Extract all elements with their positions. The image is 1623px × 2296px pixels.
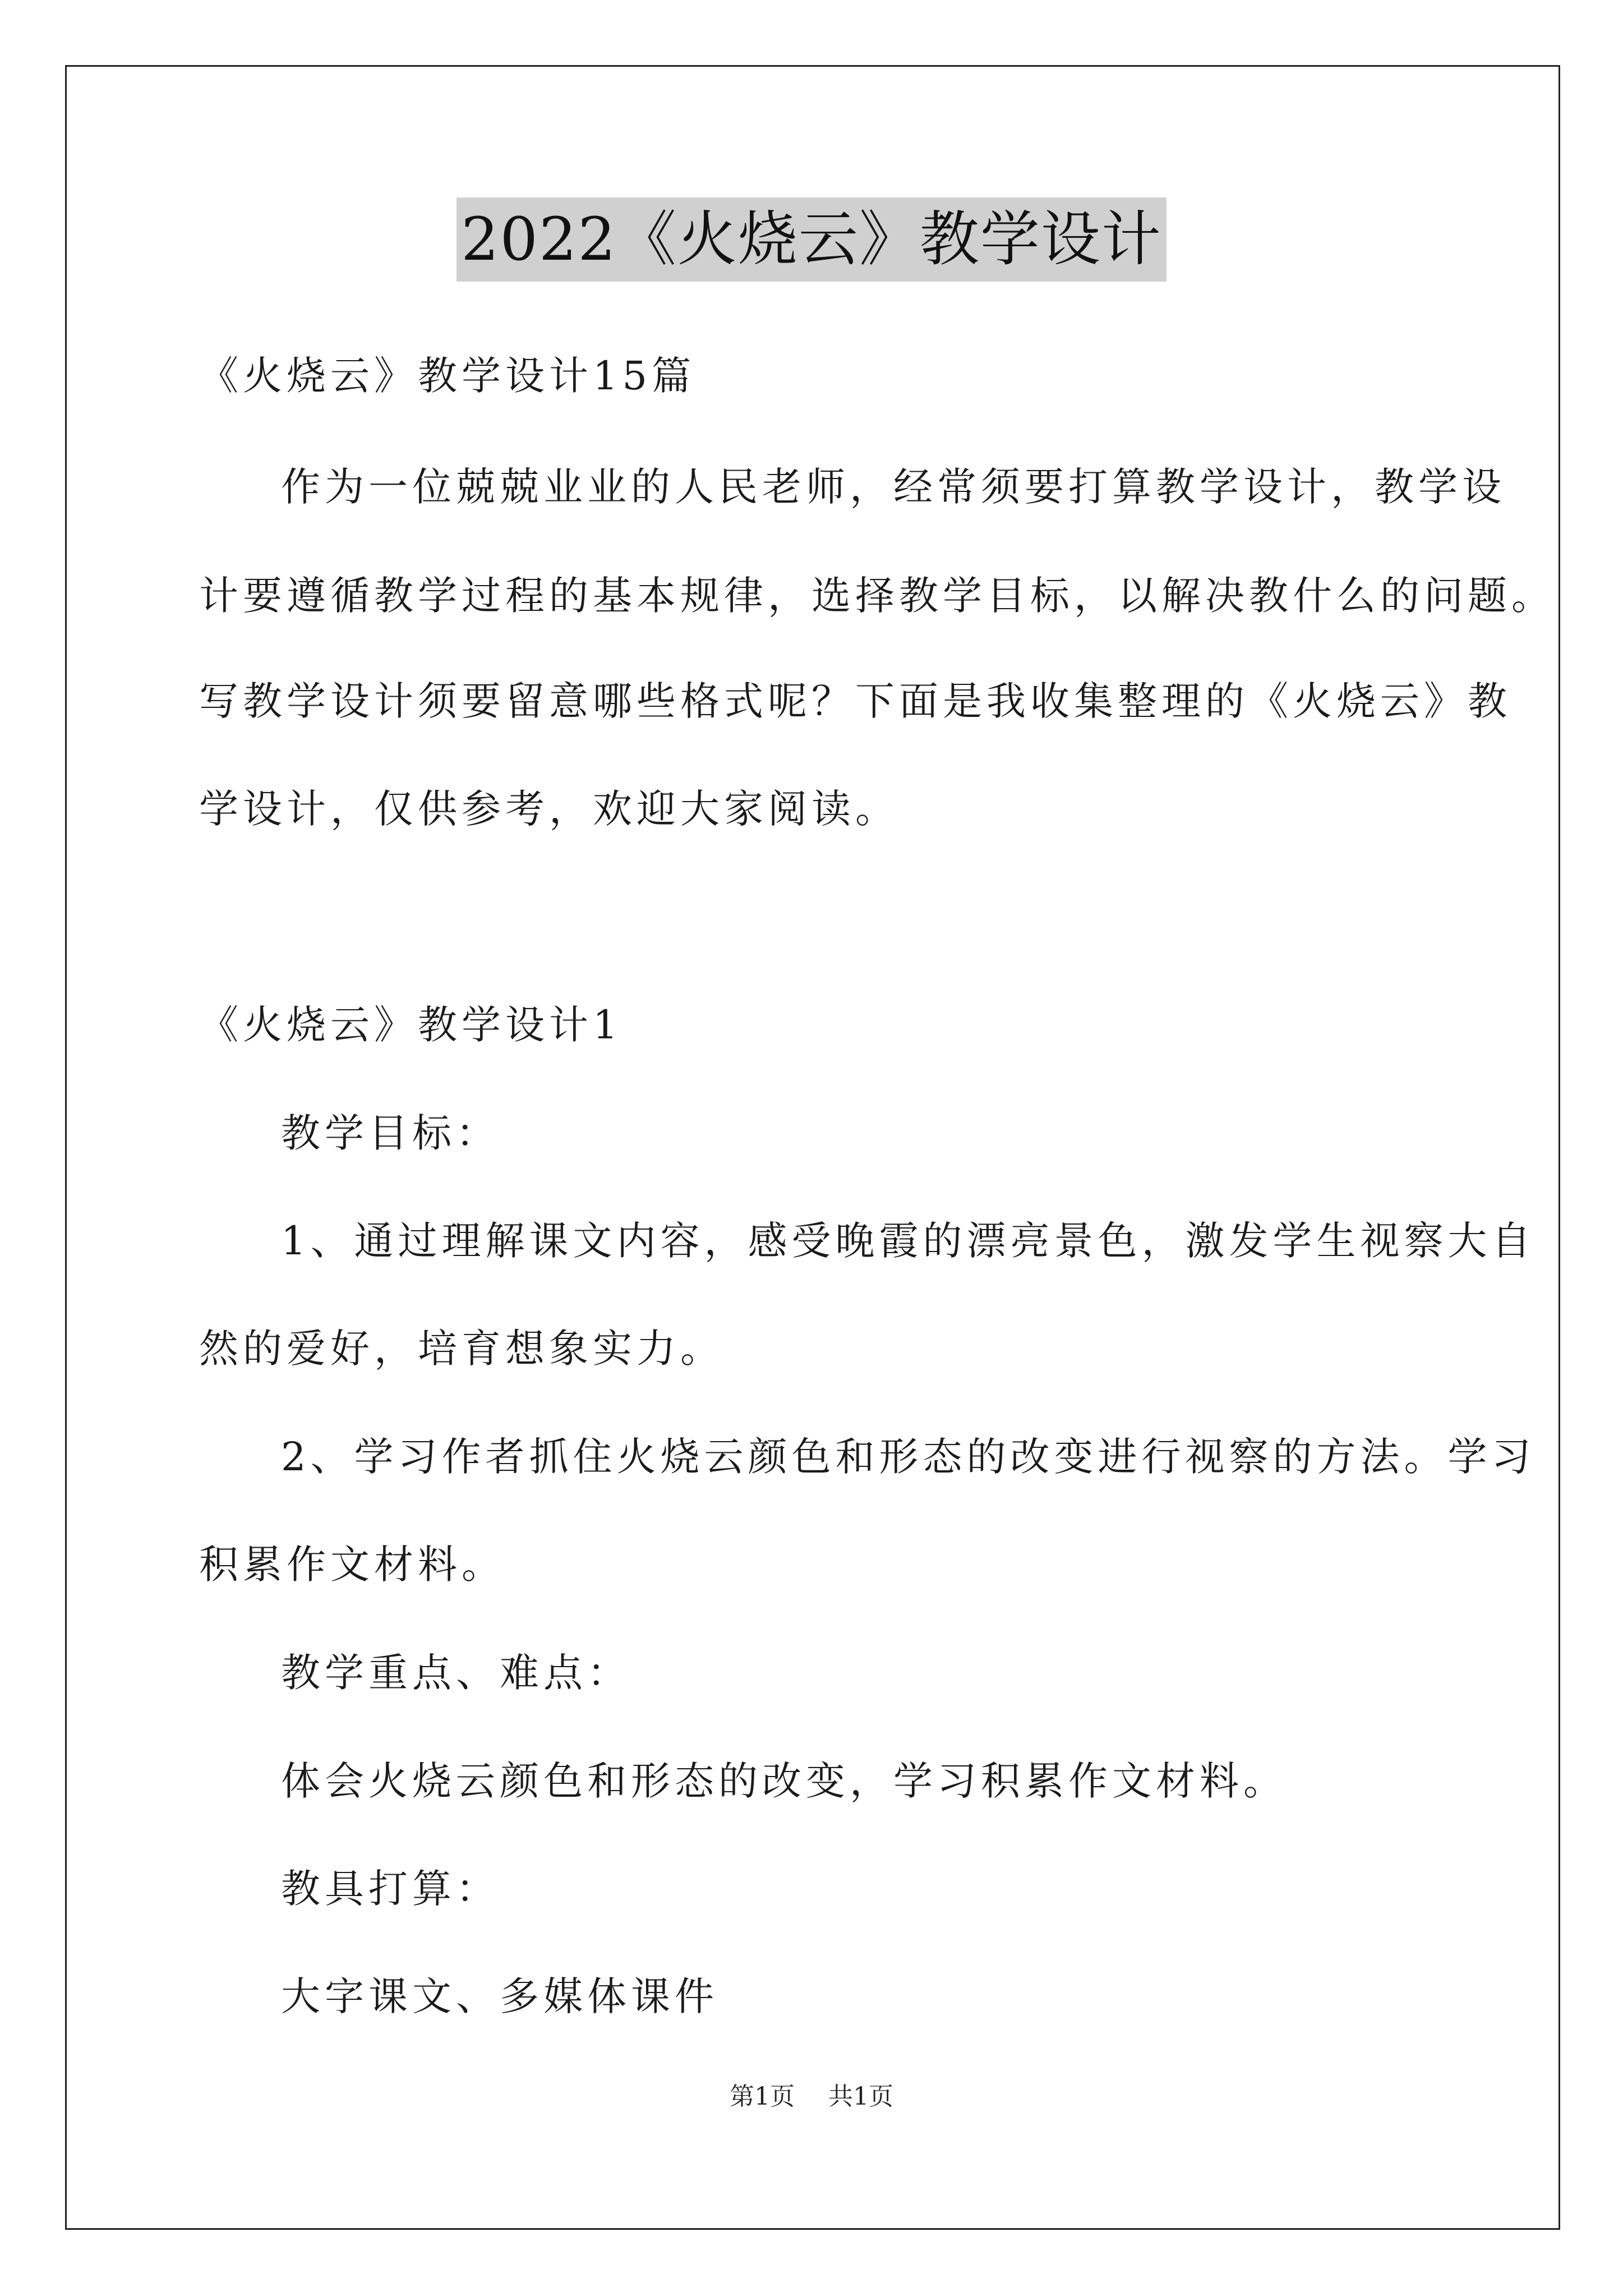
objective-line: 1、通过理解课文内容，感受晚霞的漂亮景色，激发学生视察大自: [281, 1218, 1536, 1264]
key-points-text: 体会火烧云颜色和形态的改变，学习积累作文材料。: [281, 1758, 1287, 1804]
page-number-total: 共1页: [828, 2082, 893, 2111]
objective-line: 积累作文材料。: [199, 1542, 505, 1588]
page-footer: [0, 2081, 1623, 2113]
document-subtitle: 《火烧云》教学设计15篇: [199, 353, 696, 399]
objective-line: 2、学习作者抓住火烧云颜色和形态的改变进行视察的方法。学习: [281, 1434, 1536, 1480]
document-title: 2022《火烧云》教学设计: [457, 197, 1166, 282]
intro-line: 写教学设计须要留意哪些格式呢？下面是我收集整理的《火烧云》教: [199, 678, 1511, 724]
tools-text: 大字课文、多媒体课件: [281, 1973, 718, 2019]
intro-line: 学设计，仅供参考，欢迎大家阅读。: [199, 786, 899, 832]
objective-line: 然的爱好，培育想象实力。: [199, 1326, 724, 1372]
title-container: [0, 197, 1623, 282]
section-heading: 《火烧云》教学设计1: [199, 1002, 623, 1048]
objectives-label: 教学目标：: [281, 1110, 500, 1156]
intro-line: 计要遵循教学过程的基本规律，选择教学目标，以解决教什么的问题。: [199, 573, 1555, 619]
intro-line: 作为一位兢兢业业的人民老师，经常须要打算教学设计，教学设: [281, 464, 1506, 510]
tools-label: 教具打算：: [281, 1866, 500, 1912]
key-points-label: 教学重点、难点：: [281, 1650, 631, 1696]
page-number-current: 第1页: [730, 2082, 795, 2111]
